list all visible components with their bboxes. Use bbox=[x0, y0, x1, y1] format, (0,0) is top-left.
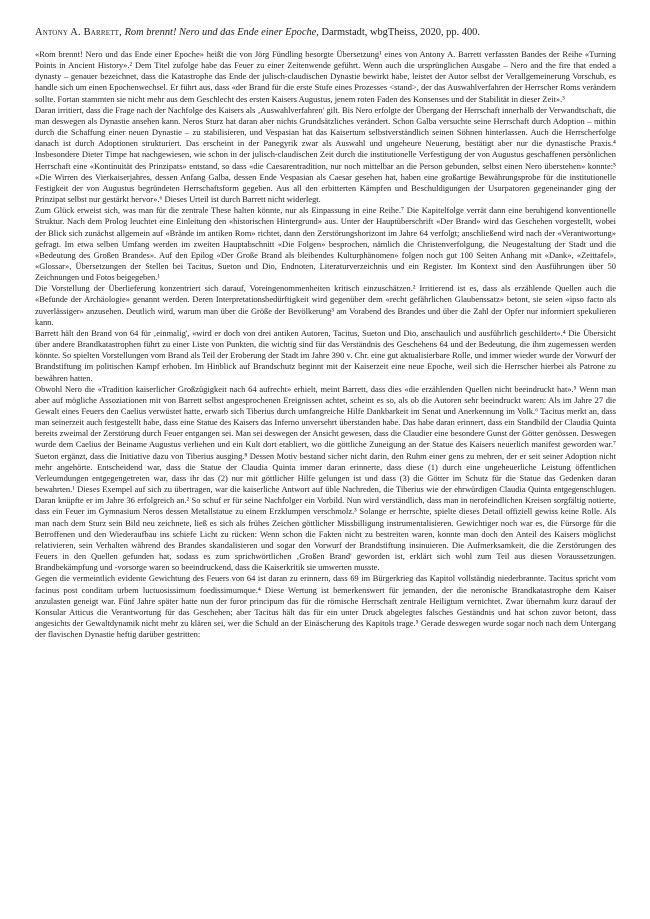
citation-author: Antony A. Barrett, bbox=[35, 27, 122, 38]
citation-title: Rom brennt! Nero und das Ende einer Epoche, bbox=[124, 27, 319, 38]
paragraph: Zum Glück erweist sich, was man für die zentrale These halten könnte, nur als Einpassung in eine Reihe.⁷ Die Kapitelfolge verrät dann eine beruhigend konventionelle Struktur. Nach dem Prolog leuchtet eine Einleitung den «historischen Hintergrund» aus. Unter der Hauptüberschrift «Der Brand» wird das Geschehen vorgestellt, wobei der Blick sich zunächst allgemein auf «Brände im antiken Rom» richtet, dann den Zerstörungshorizont im Jahre 64 verfolgt; anschließend wird nach der «Verantwortung» gefragt. Im etwa selben Umfang werden im zweiten Hauptabschnitt «Die Folgen» besprochen, nämlich die Christenverfolgung, die Neugestaltung der Stadt und die «Bedeutung des Großen Brandes». Auf den Epilog «Der Große Brand als bleibendes Kulturphänomen» folgen noch gut 100 Seiten Anhang mit «Dank», «Zeittafel», «Glossar», Übersetzungen der Stellen bei Tacitus, Sueton und Dio, Endnoten, Literaturverzeichnis und ein Register. Im Kontext sind den Ausführungen über 50 Zeichnungen und Fotos beigegeben.¹ bbox=[35, 205, 616, 283]
paragraph: Daran irritiert, dass die Frage nach der Nachfolge des Kaisers als ‚Auswahlverfahren' gilt. Bis Nero erfolgte der Übergang der Herrschaft innerhalb der Verwandtschaft, die man deswegen als Dynastie ansehen kann. Neros Sturz hat daran aber nichts Grundsätzliches verändert. Schon Galba versuchte seine Herrschaft durch Adoption – mithin durch die Schaffung einer neuen Dynastie – zu stabilisieren, und Vespasian hat das Kaisertum selbstverständlich seinen Söhnen hinterlassen. Auch die Herrscherfolge danach ist durch Adoptionen strukturiert. Das erscheint in der Panegyrik zwar als Auswahl und ungeheure Neuerung, bestätigt aber nur die dynastische Praxis.⁴ Insbesondere Dieter Timpe hat nachgewiesen, wie schon in der julisch-claudischen Zeit durch die institutionelle Verfestigung der von Augustus geschaffenen persönlichen Herrschaft eine «Kontinuität des Prinzipats» entstand, so dass «die Caesarentradition, nur noch mittelbar an die Person gebunden, selbst einen Nero überstehen» konnte:⁵ «Die Wirren des Vierkaiserjahres, dessen Anfang Galba, dessen Ende Vespasian als Caesar gesehen hat, haben eine großartige Bewährungsprobe für die institutionelle Festigkeit der von Augustus begründeten Herrschaftsform gegeben. Aus all den erbitterten Kämpfen und Beschuldigungen der Usurpatoren gegeneinander ging der Prinzipat selbst nur gestärkt hervor».⁶ Dieses Urteil ist durch Barrett nicht widerlegt. bbox=[35, 104, 616, 205]
citation-publisher: Darmstadt, wbgTheiss, 2020, pp. 400. bbox=[321, 27, 480, 38]
paragraph: Obwohl Nero die «Tradition kaiserlicher Großzügigkeit nach 64 aufrecht» erhielt, meint Barrett, dass dies «die erzählenden Quellen nicht beeindruckt hat».⁵ Wenn man aber auf mögliche Assoziationen mit von Barrett selbst angesprochenen Ereignissen achtet, scheint es so, als ob die Autoren sehr beeindruckt waren: Als im Jahre 27 die Gewalt eines Feuers den Caelius verwüstet hatte, erwarb sich Tiberius durch umfangreiche Hilfe Dankbarkeit im Senat und Anerkennung im Volk.⁶ Tacitus merkt an, dass man seinerzeit auch festgestellt habe, dass eine Statue des Kaisers das Inferno unversehrt überstanden habe. Das habe daran erinnert, dass ein Standbild der Claudia Quinta bereits zweimal der Zerstörung durch Feuer entgangen sei. Man sei deswegen der Ansicht gewesen, dass die Claudier eine besondere Gunst der Götter genössen. Deswegen wurde dem Caelius der Beiname Augustus verliehen und ein Kult dort etabliert, wo die göttliche Zuneigung an der Statue des Kaisers neuerlich manifest geworden war.⁷ Sueton ergänzt, dass die Initiative dazu von Tiberius ausging.⁸ Dessen Motiv bestand sicher nicht darin, den Ruhm einer gens zu mehren, der er seit seiner Adoption nicht mehr angehörte. Entscheidend war, dass die Statue der Claudia Quinta immer daran erinnerte, dass diese (1) durch eine ungeheuerliche Leistung öffentlichen Verleumdungen entgegengetreten war, dass ihr das (2) nur mit göttlicher Hilfe gelungen ist und dass (3) die Götter im Schutz für die Statue das Gedenken daran bewahrten.¹ Dieses Exempel auf sich zu übertragen, war die kaiserliche Antwort auf üble Nachreden, die Tiberius wie der ehrwürdigen Claudia Quinta entgegenschlugen. Daran knüpfte er im Jahre 36 erfolgreich an.² So schuf er für seine Nachfolger ein Vorbild. Nun wird verständlich, dass man in nerofeindlichen Kreisen sorgfältig notierte, dass ein Feuer im Gymnasium Neros dessen Metallstatue zu einem Erzklumpen verschmolz.³ Solange er herrschte, spielte dieses Detail offiziell gewiss keine Rolle. Als man nach dem Sturz sein Bild neu zeichnete, ließ es sich als frühes Zeichen göttlicher Missbilligung instrumentalisieren. Gewichtiger noch war es, die Fürsorge für die Betroffenen und den Wiederaufbau ins schiefe Licht zu rücken: Wenn schon die Fakten nicht zu bestreiten waren, konnte man doch den Anteil des Kaisers möglichst relativieren, sein Verhalten während des Brandes skandalisieren und sogar den Vorwurf der Brandstiftung insinuieren. Die Aufmerksamkeit, die die Zerstörungen des Feuers in den Quellen gefunden hat, sodass es zum sprichwörtlichen ‚Großen Brand' geworden ist, erklärt sich wohl zum Teil aus diesen Voraussetzungen. Brandbekämpfung und -vorsorge waren so beeindruckend, dass die Kaiserkritik sie umwerten musste. bbox=[35, 383, 616, 573]
book-citation bbox=[35, 26, 616, 39]
paragraph: «Rom brennt! Nero und das Ende einer Epoche» heißt die von Jörg Fündling besorgte Übersetzung¹ eines von Antony A. Barrett verfassten Bandes der Reihe «Turning Points in Ancient History».² Dem Titel zufolge habe das Feuer zu einer Zeitenwende geführt. Wenn auch die ursprünglichen Ausgabe – Nero and the fire that ended a dynasty – genauer bezeichnet, dass die Katastrophe das Ende der julisch-claudischen Dynastie bewirkt habe, leistet der Autor selbst der Verallgemeinerung Vorschub, es handle sich um einen Epochenwechsel. Er führt aus, dass «der Brand für die erste Stufe eines Prozesses <stand>, der das Auswahlverfahren der Herrscher Roms verändern sollte. Fortan stammten sie nicht mehr aus dem Geschlecht des ersten Kaisers Augustus, jenem roten Faden des Konsenses und der Stabilität in dieser Zeit».³ bbox=[35, 49, 616, 104]
paragraph: Barrett hält den Brand von 64 für ‚einmalig', «wird er doch von drei antiken Autoren, Tacitus, Sueton und Dio, anschaulich und ausführlich geschildert».⁴ Die Übersicht über andere Brandkatastrophen führt zu einer Liste von Punkten, die wichtig sind für das Verständnis des Geschehens 64 und der Bedeutung, die ihm zugemessen werden könnte. So spielten Vorstellungen vom Brand als Teil der Eroberung der Stadt im Jahre 390 v. Chr. eine gut aktualisierbare Rolle, und immer wieder wurde der Vorwurf der Brandstiftung im politischen Kampf erhoben. Im Hinblick auf Brandschutz beginnt mit der Kaiserzeit eine neue Epoche, weil sich die Herrscher hierbei als Patrone zu bewähren hatten. bbox=[35, 327, 616, 383]
review-body bbox=[35, 49, 616, 640]
paragraph: Gegen die vermeintlich evidente Gewichtung des Feuers von 64 ist daran zu erinnern, dass 69 im Bürgerkrieg das Kapitol vollständig niederbrannte. Tacitus spricht vom facinus post conditam urbem luctuosissimum foedissimumque.⁴ Diese Wertung ist bemerkenswert für jemanden, der die neronische Brandkatastrophe dem Kaiser anzulasten geneigt war. Fünf Jahre später hatte nun der furor principum das für die römische Herrschaft zentrale Heiligtum vernichtet. Zwar übernahm kurz darauf der Konsular Atticus die Verantwortung für das Geschehen; aber Tacitus hält das für ein unter Druck abgelegtes falsches Geständnis und hat schon zuvor betont, dass angesichts der Gewaltdynamik nicht mehr zu klären sei, wer die Schuld an der Einäscherung des Kapitols trage.⁵ Gerade deswegen wurde sogar noch nach dem Untergang der flavischen Dynastie heftig darüber gestritten: bbox=[35, 573, 616, 640]
paragraph: Die Vorstellung der Überlieferung konzentriert sich darauf, Voreingenommenheiten kritisch einzuschätzen.² Irritierend ist es, dass als erzählende Quellen auch die «Befunde der Archäologie» genannt werden. Deren Interpretationsbedürftigkeit wird gegenüber dem «recht gefährlichen Glaubenssatz» betont, sie seien «ipso facto als zuverlässiger» anzusehen. Deutlich wird, warum man über die Größe der Bevölkerung³ am Vorabend des Brandes und über die Zahl der Opfer nur informiert spekulieren kann. bbox=[35, 283, 616, 327]
